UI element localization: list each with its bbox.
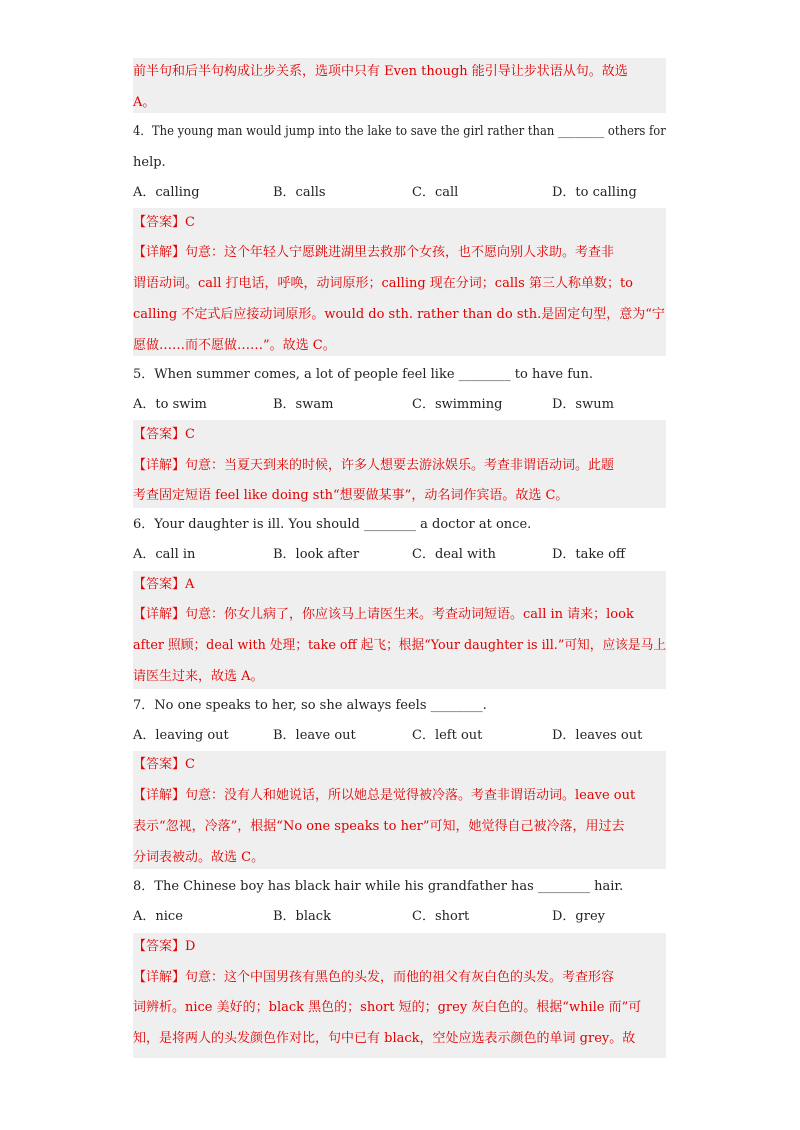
question-5-explanation: 考查固定短语 feel like doing sth“想要做某事”，动名词作宾语。故选 C。 [133,488,569,503]
question-6-explanation: after 照顾；deal with 处理；take off 起飞；根据“Your daughter is ill.”可知，应该是马上 [133,638,667,653]
question-8-option-b: B．black [273,909,331,924]
question-7-stem: 7．No one speaks to her, so she always feels ________. [133,698,487,713]
question-4-explanation: 谓语动词。call 打电话，呼唤，动词原形；calling 现在分词；calls 第三人称单数；to [133,276,634,291]
question-4-option-b: B．calls [273,185,326,200]
question-6-explanation: 【详解】句意：你女儿病了，你应该马上请医生来。考查动词短语。call in 请来；look [133,607,634,622]
question-7-option-b: B．leave out [273,728,356,743]
question-4-option-d: D．to calling [552,185,637,200]
question-7-option-c: C．left out [412,728,483,743]
question-6-option-d: D．take off [552,547,626,562]
question-8-explanation: 知，是将两人的头发颜色作对比，句中已有 black，空处应选表示颜色的单词 grey。故 [133,1031,636,1046]
explanation-line: A。 [133,95,156,110]
question-7-explanation: 分词表被动。故选 C。 [133,850,265,865]
question-5-option-d: D．swum [552,397,614,412]
question-7-explanation: 【详解】句意：没有人和她说话，所以她总是觉得被冷落。考查非谓语动词。leave out [133,788,636,803]
question-8-option-a: A．nice [133,909,183,924]
question-8-answer: 【答案】D [133,939,196,954]
question-6-option-b: B．look after [273,547,360,562]
question-8-explanation: 词辨析。nice 美好的；black 黑色的；short 短的；grey 灰白色的。根据“while 而”可 [133,1000,642,1015]
question-8-explanation: 【详解】句意：这个中国男孩有黑色的头发，而他的祖父有灰白色的头发。考查形容 [133,970,615,985]
question-6-option-c: C．deal with [412,547,496,562]
question-4-stem: 4．The young man would jump into the lake to save the girl rather than ________ others for [133,124,666,139]
question-8-option-d: D．grey [552,909,605,924]
question-7-answer: 【答案】C [133,757,195,772]
question-4-stem: help. [133,155,166,170]
question-6-stem: 6．Your daughter is ill. You should ________ a doctor at once. [133,517,532,532]
question-5-answer: 【答案】C [133,427,195,442]
question-8-option-c: C．short [412,909,470,924]
explanation-line: 前半句和后半句构成让步关系，选项中只有 Even though 能引导让步状语从句。故选 [133,64,628,79]
question-6-answer: 【答案】A [133,577,195,592]
question-4-explanation: 愿做……而不愿做……”。故选 C。 [133,338,336,353]
question-4-option-a: A．calling [133,185,200,200]
question-4-explanation: 【详解】句意：这个年轻人宁愿跳进湖里去救那个女孩，也不愿向别人求助。考查非 [133,245,615,260]
question-6-option-a: A．call in [133,547,196,562]
question-4-answer: 【答案】C [133,215,195,230]
question-5-option-a: A．to swim [133,397,207,412]
question-4-explanation: calling 不定式后应接动词原形。would do sth. rather than do sth.是固定句型，意为“宁 [133,307,665,322]
question-6-explanation: 请医生过来，故选 A。 [133,669,264,684]
question-7-option-a: A．leaving out [133,728,229,743]
question-5-stem: 5．When summer comes, a lot of people feel like ________ to have fun. [133,367,593,382]
question-5-option-c: C．swimming [412,397,503,412]
question-5-option-b: B．swam [273,397,334,412]
question-7-explanation: 表示“忽视，冷落”，根据“No one speaks to her”可知，她觉得自己被冷落，用过去 [133,819,625,834]
question-8-stem: 8．The Chinese boy has black hair while his grandfather has ________ hair. [133,879,624,894]
question-4-option-c: C．call [412,185,459,200]
question-7-option-d: D．leaves out [552,728,643,743]
question-5-explanation: 【详解】句意：当夏天到来的时候，许多人想要去游泳娱乐。考查非谓语动词。此题 [133,458,615,473]
